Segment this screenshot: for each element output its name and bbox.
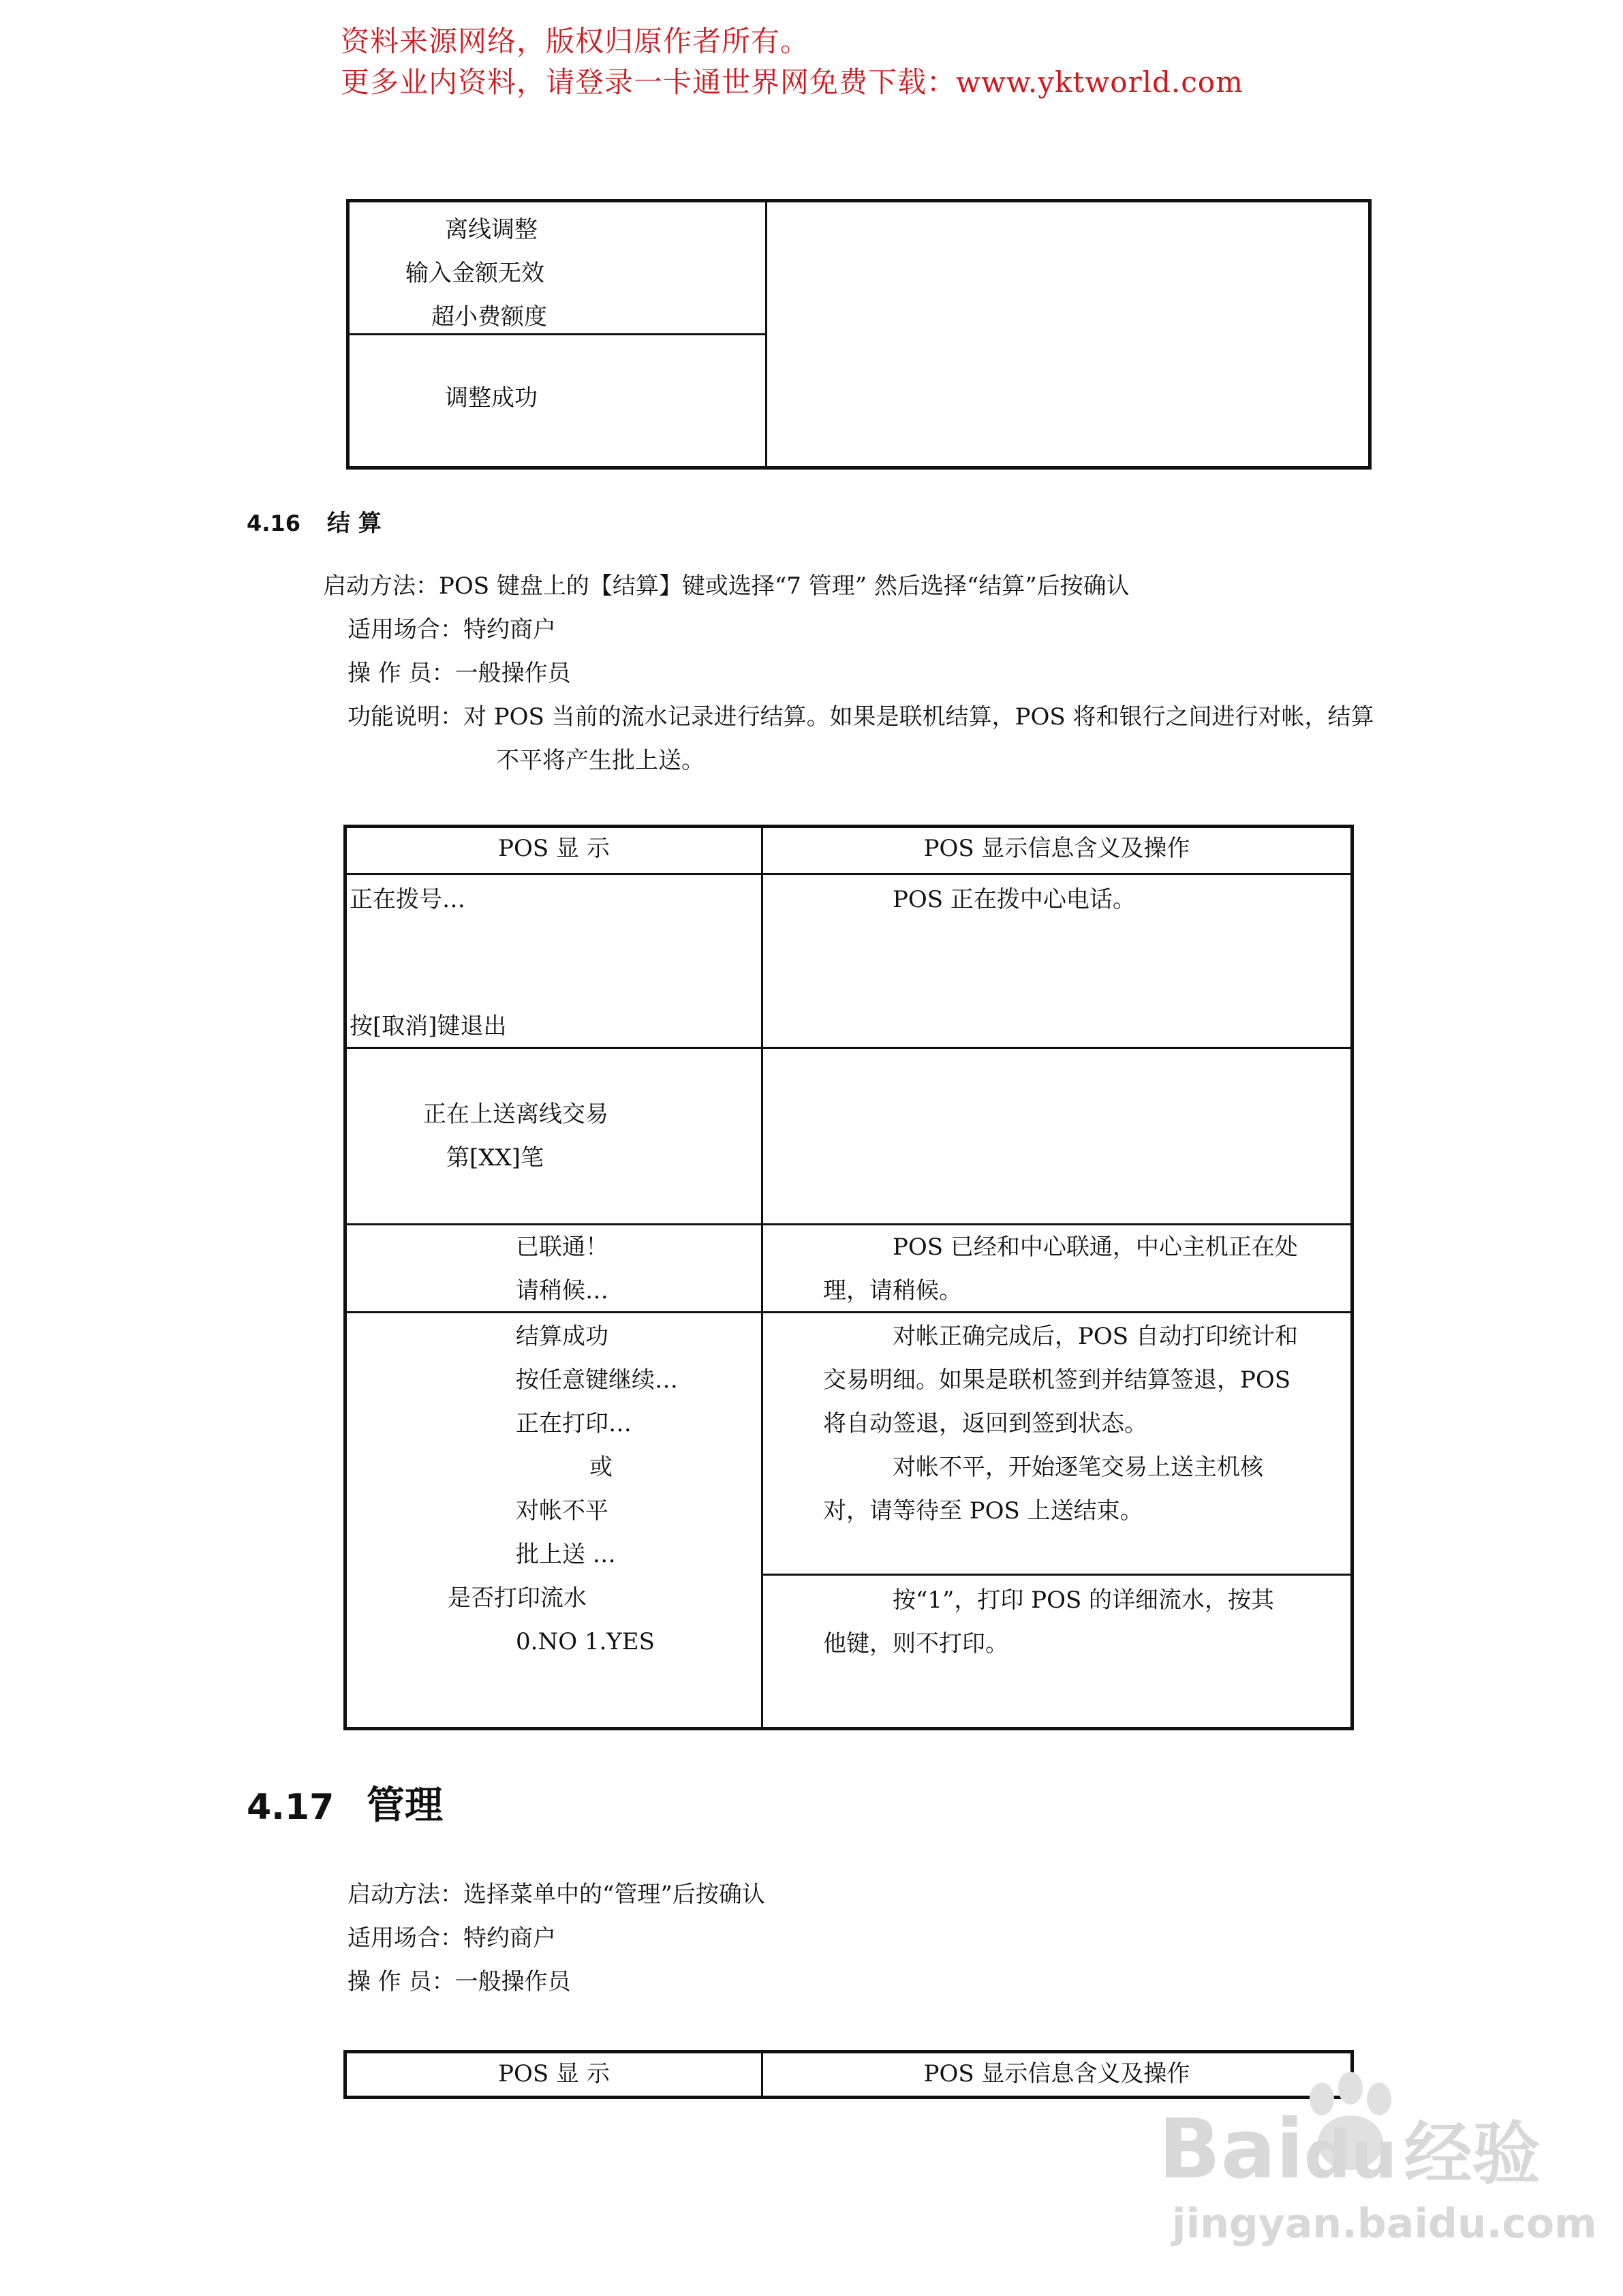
text-adjust-success: 调整成功 [445, 384, 538, 412]
section-417-start-method: 启动方法：选择菜单中的“管理”后按确认 [347, 1881, 765, 1908]
settle-row3-left [345, 1225, 762, 1313]
settle-header-right: POS 显示信息含义及操作 [762, 827, 1352, 874]
settle-row1-right [762, 874, 1352, 1048]
section-417-operator: 操 作 员：一般操作员 [347, 1968, 571, 1995]
text-settle-desc-3: 将自动签退，返回到签到状态。 [823, 1410, 1147, 1437]
text-press-cancel: 按[取消]键退出 [350, 1013, 507, 1040]
text-print-desc-2: 他键，则不打印。 [823, 1630, 1008, 1657]
section-416-number: 4.16 [247, 510, 300, 536]
settle-row3-right [762, 1225, 1352, 1313]
text-tip-limit: 超小费额度 [431, 303, 547, 331]
settle-row4-right [762, 1313, 1352, 1575]
watermark-brand: Bai [1158, 2102, 1304, 2197]
mgmt-header-left: POS 显 示 [345, 2052, 762, 2098]
section-416-title: 结 算 [327, 510, 382, 537]
top-table [346, 199, 1372, 470]
text-pos-dialing-center: POS 正在拨中心电话。 [893, 886, 1136, 913]
settle-header-left: POS 显 示 [345, 827, 762, 874]
section-417-title: 管理 [367, 1784, 443, 1828]
section-416-function-1: 功能说明：对 POS 当前的流水记录进行结算。如果是联机结算，POS 将和银行之间进行对帐，结算 [347, 703, 1374, 731]
text-settle-desc-1: 对帐正确完成后，POS 自动打印统计和 [893, 1323, 1298, 1350]
section-416-operator: 操 作 员：一般操作员 [347, 660, 571, 687]
watermark-brand-du: du [1303, 2117, 1397, 2193]
text-or: 或 [589, 1454, 613, 1481]
text-connected: 已联通！ [516, 1234, 608, 1261]
text-please-wait: 请稍候… [516, 1277, 608, 1304]
text-settle-success: 结算成功 [516, 1323, 608, 1350]
text-settle-desc-2: 交易明细。如果是联机签到并结算签退，POS [823, 1366, 1291, 1394]
section-416-start-method: 启动方法：POS 键盘上的【结算】键或选择“7 管理” 然后选择“结算”后按确认 [323, 572, 1130, 600]
section-417-number: 4.17 [247, 1787, 335, 1828]
text-record-count: 第[XX]笔 [446, 1144, 544, 1172]
text-batch-upload: 批上送 … [516, 1541, 616, 1568]
text-connected-desc-1: POS 已经和中心联通，中心主机正在处 [893, 1234, 1298, 1261]
text-print-flow-question: 是否打印流水 [448, 1585, 587, 1612]
text-print-desc-1: 按“1”，打印 POS 的详细流水，按其 [893, 1587, 1275, 1614]
header-download-notice: 更多业内资料，请登录一卡通世界网免费下载：www.yktworld.com [341, 65, 1243, 99]
text-press-any-key: 按任意键继续… [516, 1366, 678, 1394]
watermark-url: jingyan.baidu.com [1172, 2200, 1597, 2248]
watermark-brand-cn: 经验 [1404, 2114, 1541, 2194]
settle-row1-left [345, 874, 762, 1048]
settle-row5-right [762, 1575, 1352, 1729]
text-uploading-offline: 正在上送离线交易 [423, 1101, 608, 1128]
top-table-cell-success [348, 335, 767, 468]
text-invalid-amount: 输入金额无效 [405, 260, 544, 287]
text-offline-adjust: 离线调整 [445, 216, 538, 243]
section-416-applicable: 适用场合：特约商户 [347, 616, 556, 643]
text-dialing: 正在拨号… [350, 886, 465, 913]
settle-table [343, 825, 1354, 1730]
text-settle-desc-5: 对，请等待至 POS 上送结束。 [823, 1497, 1143, 1525]
text-printing: 正在打印… [516, 1410, 632, 1437]
mgmt-table [343, 2050, 1354, 2099]
settle-row4-left [345, 1313, 762, 1729]
top-table-right-cell [767, 201, 1370, 468]
mgmt-header-right: POS 显示信息含义及操作 [762, 2052, 1352, 2098]
text-yes-no-options: 0.NO 1.YES [516, 1628, 655, 1655]
text-unbalanced: 对帐不平 [516, 1497, 608, 1525]
section-416-function-2: 不平将产生批上送。 [496, 747, 705, 774]
settle-row2-right [762, 1048, 1352, 1225]
text-connected-desc-2: 理，请稍候。 [823, 1277, 962, 1304]
section-417-applicable: 适用场合：特约商户 [347, 1925, 556, 1952]
top-table-cell-offline [348, 201, 767, 335]
text-settle-desc-4: 对帐不平，开始逐笔交易上送主机核 [893, 1454, 1263, 1481]
settle-row2-left [345, 1048, 762, 1225]
header-source-notice: 资料来源网络，版权归原作者所有。 [341, 25, 810, 58]
